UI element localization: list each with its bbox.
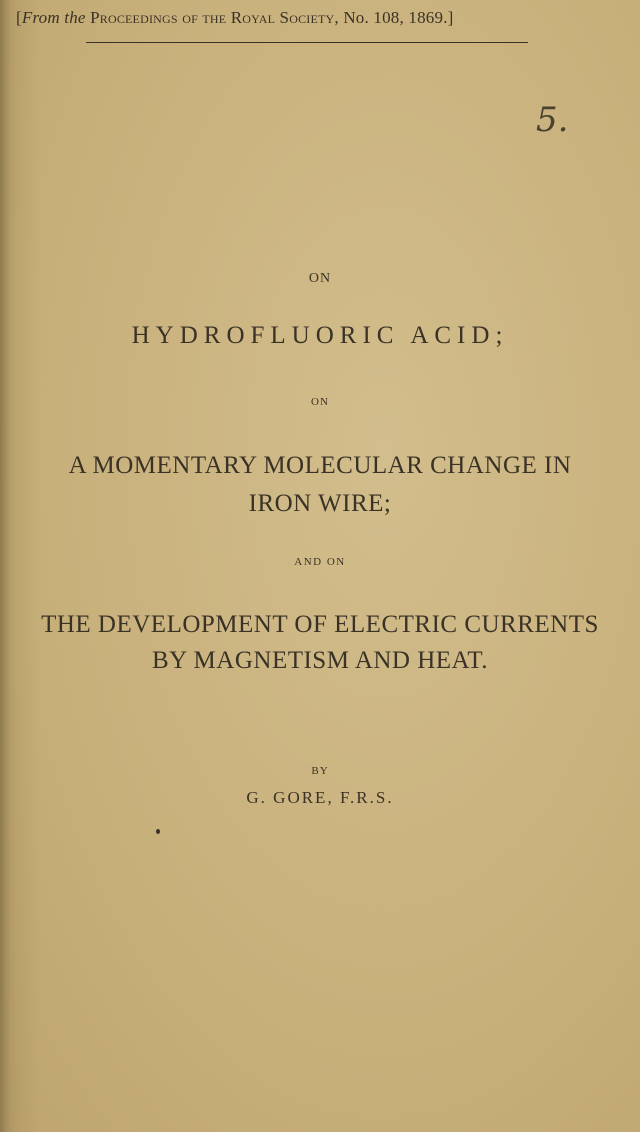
header-number: No. 108, 1869. — [343, 8, 448, 27]
on-label-2: ON — [311, 396, 329, 408]
by-label: BY — [311, 765, 329, 777]
header-from: From the — [21, 8, 86, 27]
close-bracket: ] — [447, 8, 454, 27]
title-molecular-change-line2: IRON WIRE; — [248, 490, 392, 517]
title-electric-currents-line1: THE DEVELOPMENT OF ELECTRIC CURRENTS — [41, 611, 599, 638]
title-molecular-change-line1: A MOMENTARY MOLECULAR CHANGE IN — [68, 452, 572, 479]
ink-speck — [156, 829, 160, 834]
header-rule — [86, 42, 528, 43]
header-comma: , — [334, 8, 344, 27]
on-label-1: ON — [308, 271, 332, 286]
title-electric-currents-line2: BY MAGNETISM AND HEAT. — [152, 647, 488, 674]
author-name: G. GORE, F.R.S. — [246, 788, 394, 807]
publication-header — [16, 8, 616, 28]
header-publication: Proceedings of the Royal Society — [90, 8, 335, 27]
and-on-label: AND ON — [294, 556, 346, 568]
open-bracket: [ — [16, 8, 22, 27]
handwritten-number: 5. — [536, 100, 569, 140]
title-hydrofluoric-acid: HYDROFLUORIC ACID; — [131, 322, 509, 349]
